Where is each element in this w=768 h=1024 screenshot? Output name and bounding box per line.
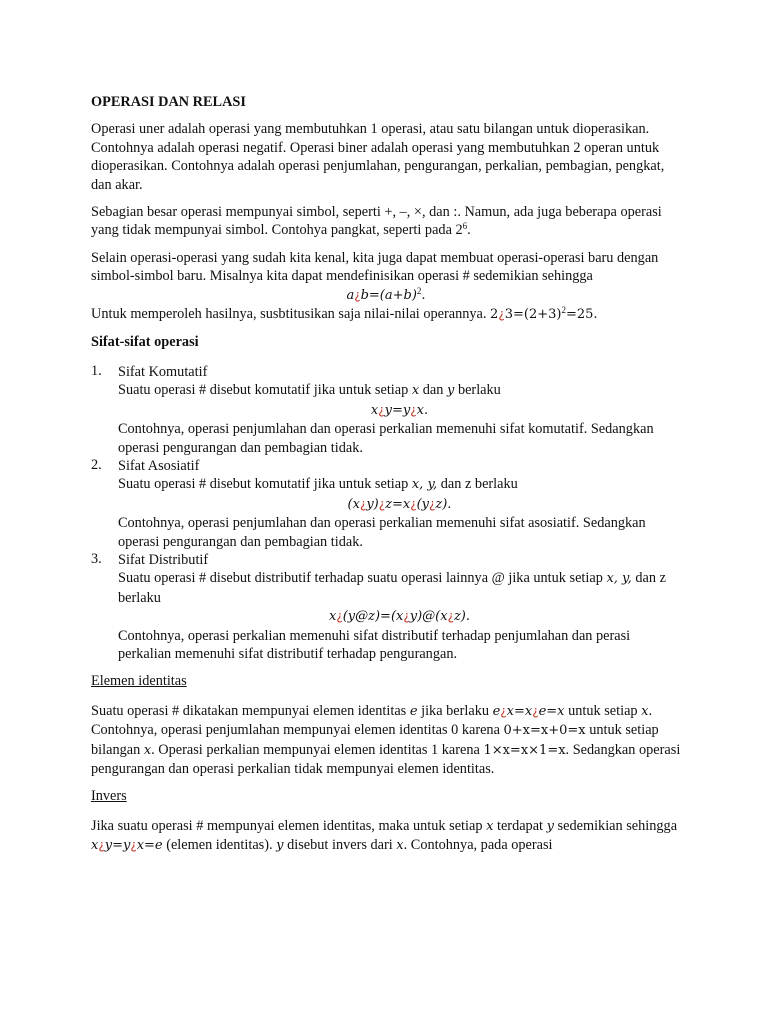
list-number: 1. [91,362,102,379]
text: . Operasi perkalian mempunyai elemen identitas 1 karena [151,741,480,758]
page-title: OPERASI DAN RELASI [91,94,246,110]
list-item-title: Sifat Distributif [118,551,209,568]
math-variable: x [411,383,420,399]
paragraph-hasil [91,305,681,324]
formula: x¿y=y¿x=e [91,838,163,854]
paragraph-simbol-text: Sebagian besar operasi mempunyai simbol, seperti +, –, ×, dan :. Namun, ada juga beberapa operasi yang tidak mempunyai simbol. Contohya pangkat, seperti pada 2 [91,204,662,239]
text: Jika suatu operasi # mempunyai elemen identitas, maka untuk setiap [91,817,483,834]
operator-symbol: ¿ [410,402,417,417]
properties-list [91,363,681,664]
formula-part: 2 [490,307,499,323]
paragraph-simbol [91,203,681,240]
desc-text: berlaku [118,589,161,606]
formula: e¿x=x¿e=x [492,703,565,719]
math-variable: x [641,703,649,719]
math-variable: y [546,818,554,834]
paragraph-operasi-baru: Selain operasi-operasi yang sudah kita kenal, kita juga dapat membuat operasi-operasi baru dengan simbol-simbol baru. Misalnya kita dapat mendefinisikan operasi # sedemikian sehingga [91,249,659,285]
operator-symbol: ¿ [378,496,386,511]
operator-symbol: ¿ [403,609,410,624]
text: . Contohnya, operasi penjumlahan mempunyai elemen identitas 0 karena [91,702,653,739]
list-item-distributif [91,551,681,663]
desc-text: dan z [635,570,666,587]
text: . Sedangkan operasi pengurangan dan operasi perkalian tidak mempunyai elemen identitas. [91,741,681,777]
formula-part: (2+3) [523,307,562,323]
exponent: 2 [416,285,422,296]
exponent: 2 [561,305,566,316]
desc-text: Suatu operasi # disebut komutatif jika untuk setiap [118,382,409,399]
formula-part: b= [360,287,380,303]
list-item-description [118,569,681,607]
desc-text: berlaku [457,382,501,399]
list-item-komutatif [91,363,681,457]
math-variable: x, y, [606,571,632,587]
paragraph-elemen-identitas [91,702,681,779]
list-item-title: Sifat Komutatif [118,363,208,380]
text: untuk setiap [568,702,638,719]
list-item-example: Contohnya, operasi penjumlahan dan operasi perkalian memenuhi sifat asosiatif. Sedangkan operasi pengurangan dan pembagian tidak. [118,515,646,550]
desc-text: berlaku [474,476,518,493]
formula: 1×x=x×1=x [483,742,566,758]
exponent: 6 [462,221,468,232]
desc-text: dan z [440,476,472,493]
text: untuk setiap bilangan [91,722,659,758]
math-variable: x [396,838,404,854]
math-variable: y [276,838,284,854]
list-number: 3. [91,550,102,567]
text: terdapat [496,817,544,834]
list-item-example: Contohnya, operasi perkalian memenuhi sifat distributif terhadap penjumlahan dan perasi perkalian memenuhi sifat distributif terhadap pengurangan. [118,627,631,662]
formula: 0+x=x+0=x [503,723,586,739]
paragraph-hasil-text: Untuk memperoleh hasilnya, susbtitusikan saja nilai-nilai operannya. [91,306,487,323]
paragraph-simbol-end: . [467,222,471,239]
math-variable: x [143,742,152,758]
formula-part: a [346,287,355,303]
formula-part: . [421,287,426,303]
math-variable: y [447,383,455,399]
section-heading-elemen-identitas: Elemen identitas [91,673,187,690]
formula: x¿(y@z)=(x¿y)@(x¿z). [329,609,470,625]
text: . Contohnya, pada operasi [403,837,553,854]
math-variable: x [486,818,494,834]
list-item-description [118,475,681,494]
operator-symbol: ¿ [447,609,454,624]
definition-formula [91,286,681,305]
list-number: 2. [91,456,102,473]
operator-symbol: ¿ [532,703,539,718]
operator-symbol: ¿ [130,838,137,853]
paragraph-invers [91,817,681,856]
operator-symbol: ¿ [500,703,507,718]
formula-part: =25. [565,307,598,323]
operator-symbol: ¿ [98,838,105,853]
operator-symbol: ¿ [378,402,385,417]
operator-symbol: ¿ [498,307,505,322]
formula-part: 3= [504,307,524,323]
document-content [91,93,681,856]
text: Suatu operasi # dikatakan mempunyai elemen identitas [91,702,407,719]
text: (elemen identitas). [166,837,273,854]
text: sedemikian sehingga [557,817,678,834]
math-variable: x, y, [411,477,438,493]
formula: (x¿y)¿z=x¿(y¿z). [347,496,452,512]
desc-text: Suatu operasi # disebut distributif terhadap suatu operasi lainnya @ jika untuk setiap [118,570,603,587]
section-heading-invers: Invers [91,788,127,805]
operator-symbol: ¿ [354,287,361,302]
section-heading-sifat: Sifat-sifat operasi [91,334,199,351]
list-item-title: Sifat Asosiatif [118,457,200,474]
text: jika berlaku [421,702,489,719]
formula-part: (a+b) [379,287,417,303]
desc-text: dan [422,382,444,399]
operator-symbol: ¿ [429,496,436,511]
formula: x¿y=y¿x. [370,402,429,418]
desc-text: Suatu operasi # disebut komutatif jika untuk setiap [118,476,409,493]
list-item-example: Contohnya, operasi penjumlahan dan operasi perkalian memenuhi sifat komutatif. Sedangkan operasi pengurangan dan pembagian tidak. [118,421,654,456]
operator-symbol: ¿ [410,496,417,511]
text: disebut invers dari [287,837,393,854]
list-item-description [118,381,681,400]
operator-symbol: ¿ [359,496,367,511]
math-variable: e [409,703,418,719]
list-item-asosiatif [91,457,681,551]
paragraph-uner-biner: Operasi uner adalah operasi yang membutuhkan 1 operasi, atau satu bilangan untuk dioperasikan. Contohnya adalah operasi negatif. Operasi biner adalah operasi yang membutuhkan 2 operan untuk dioperasikan. Contohnya adalah operasi penjumlahan, pengurangan, perkalian, pembagian, pengkat, dan akar. [91,121,665,193]
operator-symbol: ¿ [336,609,343,624]
